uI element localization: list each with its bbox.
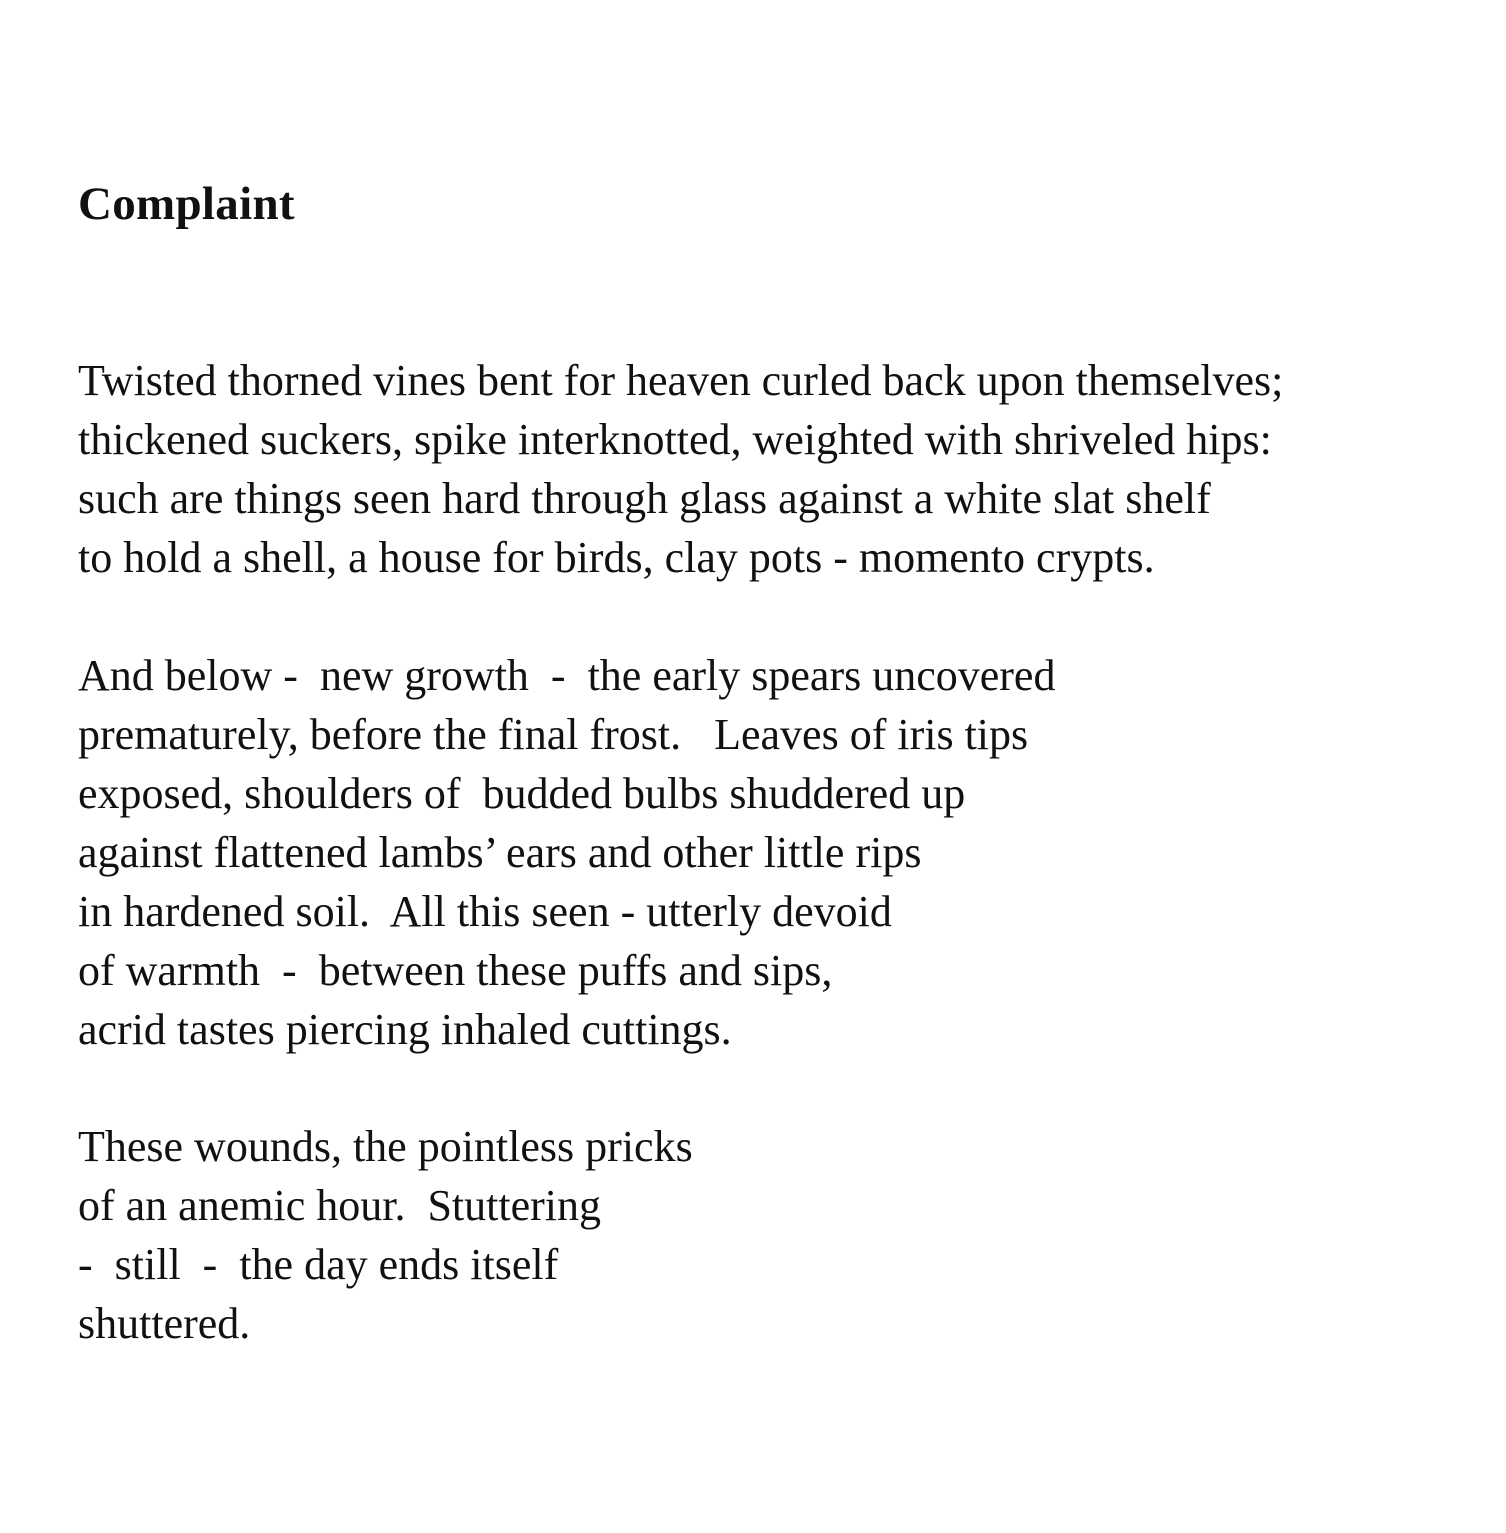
poem-line: exposed, shoulders of budded bulbs shuddered up <box>78 769 966 818</box>
poem-line: shuttered. <box>78 1299 251 1348</box>
poem-line: thickened suckers, spike interknotted, weighted with shriveled hips: <box>78 415 1272 464</box>
poem-line: to hold a shell, a house for birds, clay pots - momento crypts. <box>78 533 1155 582</box>
poem-line: And below - new growth - the early spears uncovered <box>78 651 1056 700</box>
poem-line: These wounds, the pointless pricks <box>78 1122 693 1171</box>
poem-line: against flattened lambs’ ears and other little rips <box>78 828 922 877</box>
stanza <box>78 351 1478 587</box>
poem-line: of an anemic hour. Stuttering <box>78 1181 601 1230</box>
poem-title: Complaint <box>78 178 295 230</box>
poem-line: such are things seen hard through glass against a white slat shelf <box>78 474 1211 523</box>
poem-line: of warmth - between these puffs and sips, <box>78 946 833 995</box>
poem-line: acrid tastes piercing inhaled cuttings. <box>78 1005 732 1054</box>
stanza <box>78 646 1478 1059</box>
stanza <box>78 1117 1478 1353</box>
poem-line: in hardened soil. All this seen - utterly devoid <box>78 887 892 936</box>
poem-line: prematurely, before the final frost. Leaves of iris tips <box>78 710 1029 759</box>
poem-line: Twisted thorned vines bent for heaven curled back upon themselves; <box>78 356 1284 405</box>
poem-line: - still - the day ends itself <box>78 1240 559 1289</box>
